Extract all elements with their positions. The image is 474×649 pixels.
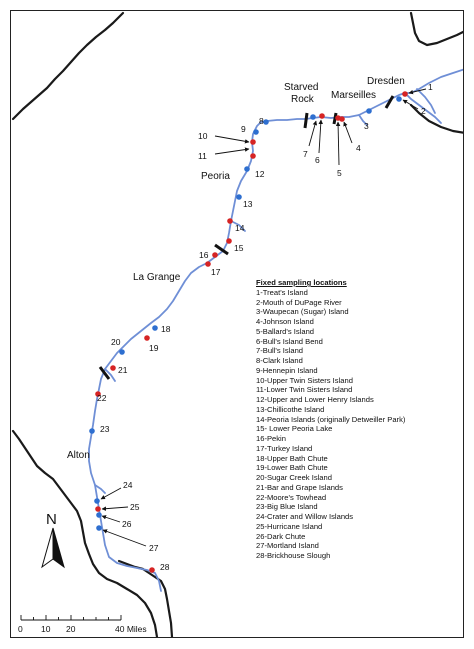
arrow-10 bbox=[215, 136, 249, 142]
legend-item: 11-Lower Twin Sisters Island bbox=[256, 385, 353, 395]
site-label-4: 4 bbox=[356, 143, 361, 153]
site-12 bbox=[244, 166, 250, 172]
legend-item: 21-Bar and Grape Islands bbox=[256, 482, 343, 492]
site-label-28: 28 bbox=[160, 562, 170, 572]
place-label-rock: Rock bbox=[291, 94, 314, 105]
site-label-27: 27 bbox=[149, 543, 159, 553]
site-label-9: 9 bbox=[241, 124, 246, 134]
site-1 bbox=[402, 91, 408, 97]
site-label-2: 2 bbox=[421, 106, 426, 116]
legend-item: 8-Clark Island bbox=[256, 356, 303, 365]
site-7 bbox=[310, 114, 316, 120]
scale-label-10: 10 bbox=[41, 624, 51, 634]
arrow-26 bbox=[102, 516, 120, 522]
sampling-locations-legend bbox=[256, 278, 456, 561]
site-23 bbox=[89, 428, 95, 434]
legend-item: 15- Lower Peoria Lake bbox=[256, 424, 333, 434]
north-arrow bbox=[42, 511, 64, 567]
legend-item: 16-Pekin bbox=[256, 434, 286, 443]
arrow-25 bbox=[102, 507, 128, 509]
site-3 bbox=[366, 108, 372, 114]
site-27 bbox=[96, 525, 102, 531]
site-label-26: 26 bbox=[122, 519, 132, 529]
place-label-marseilles: Marseilles bbox=[331, 90, 377, 101]
arrow-11 bbox=[215, 149, 249, 154]
place-label-la-grange: La Grange bbox=[133, 272, 181, 283]
place-label-alton: Alton bbox=[67, 450, 90, 461]
legend-item: 7-Bull's Island bbox=[256, 346, 304, 356]
site-label-10: 10 bbox=[198, 131, 208, 141]
arrow-2 bbox=[403, 100, 418, 109]
site-label-3: 3 bbox=[364, 121, 369, 131]
legend-item: 27-Mortland Island bbox=[256, 541, 319, 551]
legend-item: 18-Upper Bath Chute bbox=[256, 453, 328, 463]
arrow-7 bbox=[309, 121, 316, 146]
site-24 bbox=[94, 498, 100, 504]
legend-item: 20-Sugar Creek Island bbox=[256, 473, 332, 482]
legend-item: 24-Crater and Willow Islands bbox=[256, 512, 354, 521]
site-label-20: 20 bbox=[111, 337, 121, 347]
site-label-12: 12 bbox=[255, 169, 265, 179]
site-6 bbox=[319, 113, 325, 119]
north-arrow-left-half bbox=[42, 528, 53, 567]
site-label-18: 18 bbox=[161, 324, 171, 334]
legend-item: 9-Hennepin Island bbox=[256, 365, 318, 375]
site-label-1: 1 bbox=[428, 82, 433, 92]
site-label-21: 21 bbox=[118, 365, 128, 375]
site-18 bbox=[152, 325, 158, 331]
legend-item: 26-Dark Chute bbox=[256, 531, 306, 541]
north-arrow-right-half bbox=[53, 528, 64, 567]
legend-item: 2-Mouth of DuPage River bbox=[256, 297, 342, 307]
legend-item: 25-Hurricane Island bbox=[256, 521, 323, 531]
site-19 bbox=[144, 335, 150, 341]
legend-list bbox=[256, 288, 456, 561]
site-label-17: 17 bbox=[211, 267, 221, 277]
site-label-15: 15 bbox=[234, 243, 244, 253]
legend-item: 12-Upper and Lower Henry Islands bbox=[256, 395, 374, 404]
site-16 bbox=[212, 252, 218, 258]
legend-item: 14-Peoria Islands (originally Detweiller Park) bbox=[256, 414, 406, 424]
site-10 bbox=[250, 139, 256, 145]
site-label-6: 6 bbox=[315, 155, 320, 165]
ne-bank-upper bbox=[411, 13, 464, 45]
dam-bar-dresden bbox=[386, 96, 393, 108]
arrow-6 bbox=[319, 120, 321, 153]
scale-label-20: 20 bbox=[66, 624, 76, 634]
site-26 bbox=[96, 512, 102, 518]
legend-item: 23-Big Blue Island bbox=[256, 502, 318, 512]
place-label-peoria: Peoria bbox=[201, 171, 230, 182]
scale-label-0: 0 bbox=[18, 624, 23, 634]
site-label-23: 23 bbox=[100, 424, 110, 434]
site-label-25: 25 bbox=[130, 502, 140, 512]
site-label-19: 19 bbox=[149, 343, 159, 353]
site-25 bbox=[95, 506, 101, 512]
legend-item: 1-Treat's Island bbox=[256, 287, 308, 297]
site-8 bbox=[263, 119, 269, 125]
place-label-dresden: Dresden bbox=[367, 76, 405, 87]
site-label-24: 24 bbox=[123, 480, 133, 490]
legend-item: 3-Waupecan (Sugar) Island bbox=[256, 307, 349, 317]
legend-item: 13-Chillicothe Island bbox=[256, 404, 325, 414]
legend-item: 4-Johnson Island bbox=[256, 317, 314, 326]
scale-labels bbox=[18, 624, 147, 634]
scale-bar bbox=[21, 615, 121, 620]
site-label-13: 13 bbox=[243, 199, 253, 209]
legend-item: 19-Lower Bath Chute bbox=[256, 463, 328, 473]
site-11 bbox=[250, 153, 256, 159]
site-14 bbox=[227, 218, 233, 224]
arrow-24 bbox=[101, 488, 121, 499]
legend-item: 10-Upper Twin Sisters Island bbox=[256, 375, 353, 385]
legend-item: 6-Bull's Island Bend bbox=[256, 336, 323, 346]
site-2 bbox=[396, 96, 402, 102]
site-15 bbox=[226, 238, 232, 244]
legend-item: 28-Brickhouse Slough bbox=[256, 551, 331, 560]
site-label-14: 14 bbox=[235, 223, 245, 233]
scale-label-40-miles: 40 Miles bbox=[115, 624, 147, 634]
site-label-16: 16 bbox=[199, 250, 209, 260]
north-letter: N bbox=[46, 511, 57, 528]
legend-item: 22-Moore's Towhead bbox=[256, 492, 327, 502]
site-17 bbox=[205, 261, 211, 267]
site-label-7: 7 bbox=[303, 149, 308, 159]
map-frame bbox=[10, 10, 464, 638]
site-9 bbox=[253, 129, 259, 135]
west-bank-upper bbox=[13, 13, 123, 119]
site-label-22: 22 bbox=[97, 393, 107, 403]
arrow-5 bbox=[338, 122, 339, 165]
arrow-27 bbox=[103, 530, 146, 546]
site-label-5: 5 bbox=[337, 168, 342, 178]
site-label-8: 8 bbox=[259, 116, 264, 126]
site-20 bbox=[119, 349, 125, 355]
place-label-starved: Starved bbox=[284, 82, 319, 93]
site-21 bbox=[110, 365, 116, 371]
site-13 bbox=[236, 194, 242, 200]
site-5 bbox=[335, 115, 341, 121]
dam-bar-starved-rock bbox=[305, 113, 307, 128]
west-bank-lower bbox=[13, 431, 157, 637]
site-28 bbox=[149, 567, 155, 573]
site-label-11: 11 bbox=[198, 151, 207, 161]
legend-item: 5-Ballard's Island bbox=[256, 326, 315, 336]
legend-title: Fixed sampling locations bbox=[256, 278, 347, 287]
arrow-4 bbox=[344, 122, 352, 143]
legend-item: 17-Turkey Island bbox=[256, 443, 313, 453]
